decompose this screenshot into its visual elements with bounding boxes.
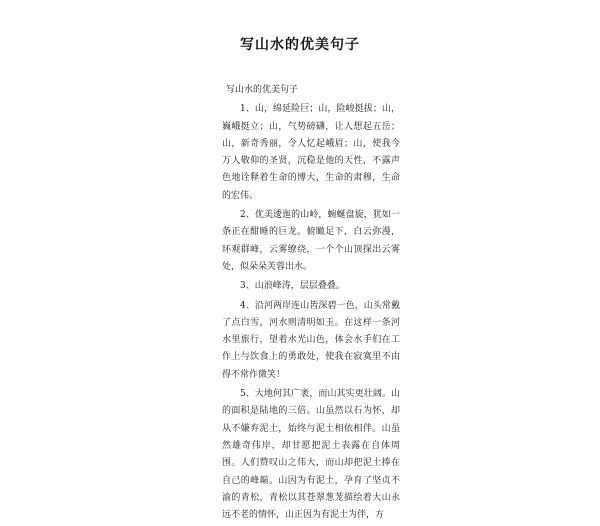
document-subtitle: 写山水的优美句子	[226, 85, 299, 95]
paragraph-2: 2、优美逶迤的山岭，蜿蜒盘旋，犹如一条正在酣睡的巨龙。俯瞰足下，白云弥漫，环观群峰，云雾缭绕，一个个山顶探出云雾处，似朵朵芙蓉出水。	[222, 210, 400, 272]
paragraph-5: 5、大地何其广袤，而山其实更壮阔。山的面积是陆地的三倍。山虽然以石为怀，却从不嫌弃泥土，始终与泥土相依相伴。山虽然雄奇伟岸，却甘愿把泥土表露在自体周围。人们赞叹山之伟大，而山却把泥土捧在自己的峰巅。山因为有泥土，孕育了坚贞不渝的青松，青松以其苍翠葱茏描绘着大山永远不老的情怀，山正因为有泥土为伴，方	[222, 389, 400, 521]
paragraph-1: 1、山，绵延险巨；山，险峻挺拔；山，巍峨挺立；山，气势磅礴，让人想起五岳；山，新奇秀丽，令人忆起峨眉；山，使我今万人敬仰的圣贤，沉稳是他的天性，不露声色地诠释着生命的博大，生命的肃穆，生命的宏伟。	[222, 104, 400, 201]
paragraph-4: 4、沿河两岸连山皆深碧一色，山头常戴了点白雪，河水则清明如玉。在这样一条河水里旅行，望着水光山色，体会水手们在工作上与饮食上的勇敢处，使我在寂寞里不由得不常作微笑！	[222, 300, 400, 380]
document-title: 写山水的优美句子	[240, 37, 360, 53]
document-body	[222, 82, 400, 526]
paragraph-3: 3、山浪峰涛，层层叠叠。	[240, 281, 345, 292]
